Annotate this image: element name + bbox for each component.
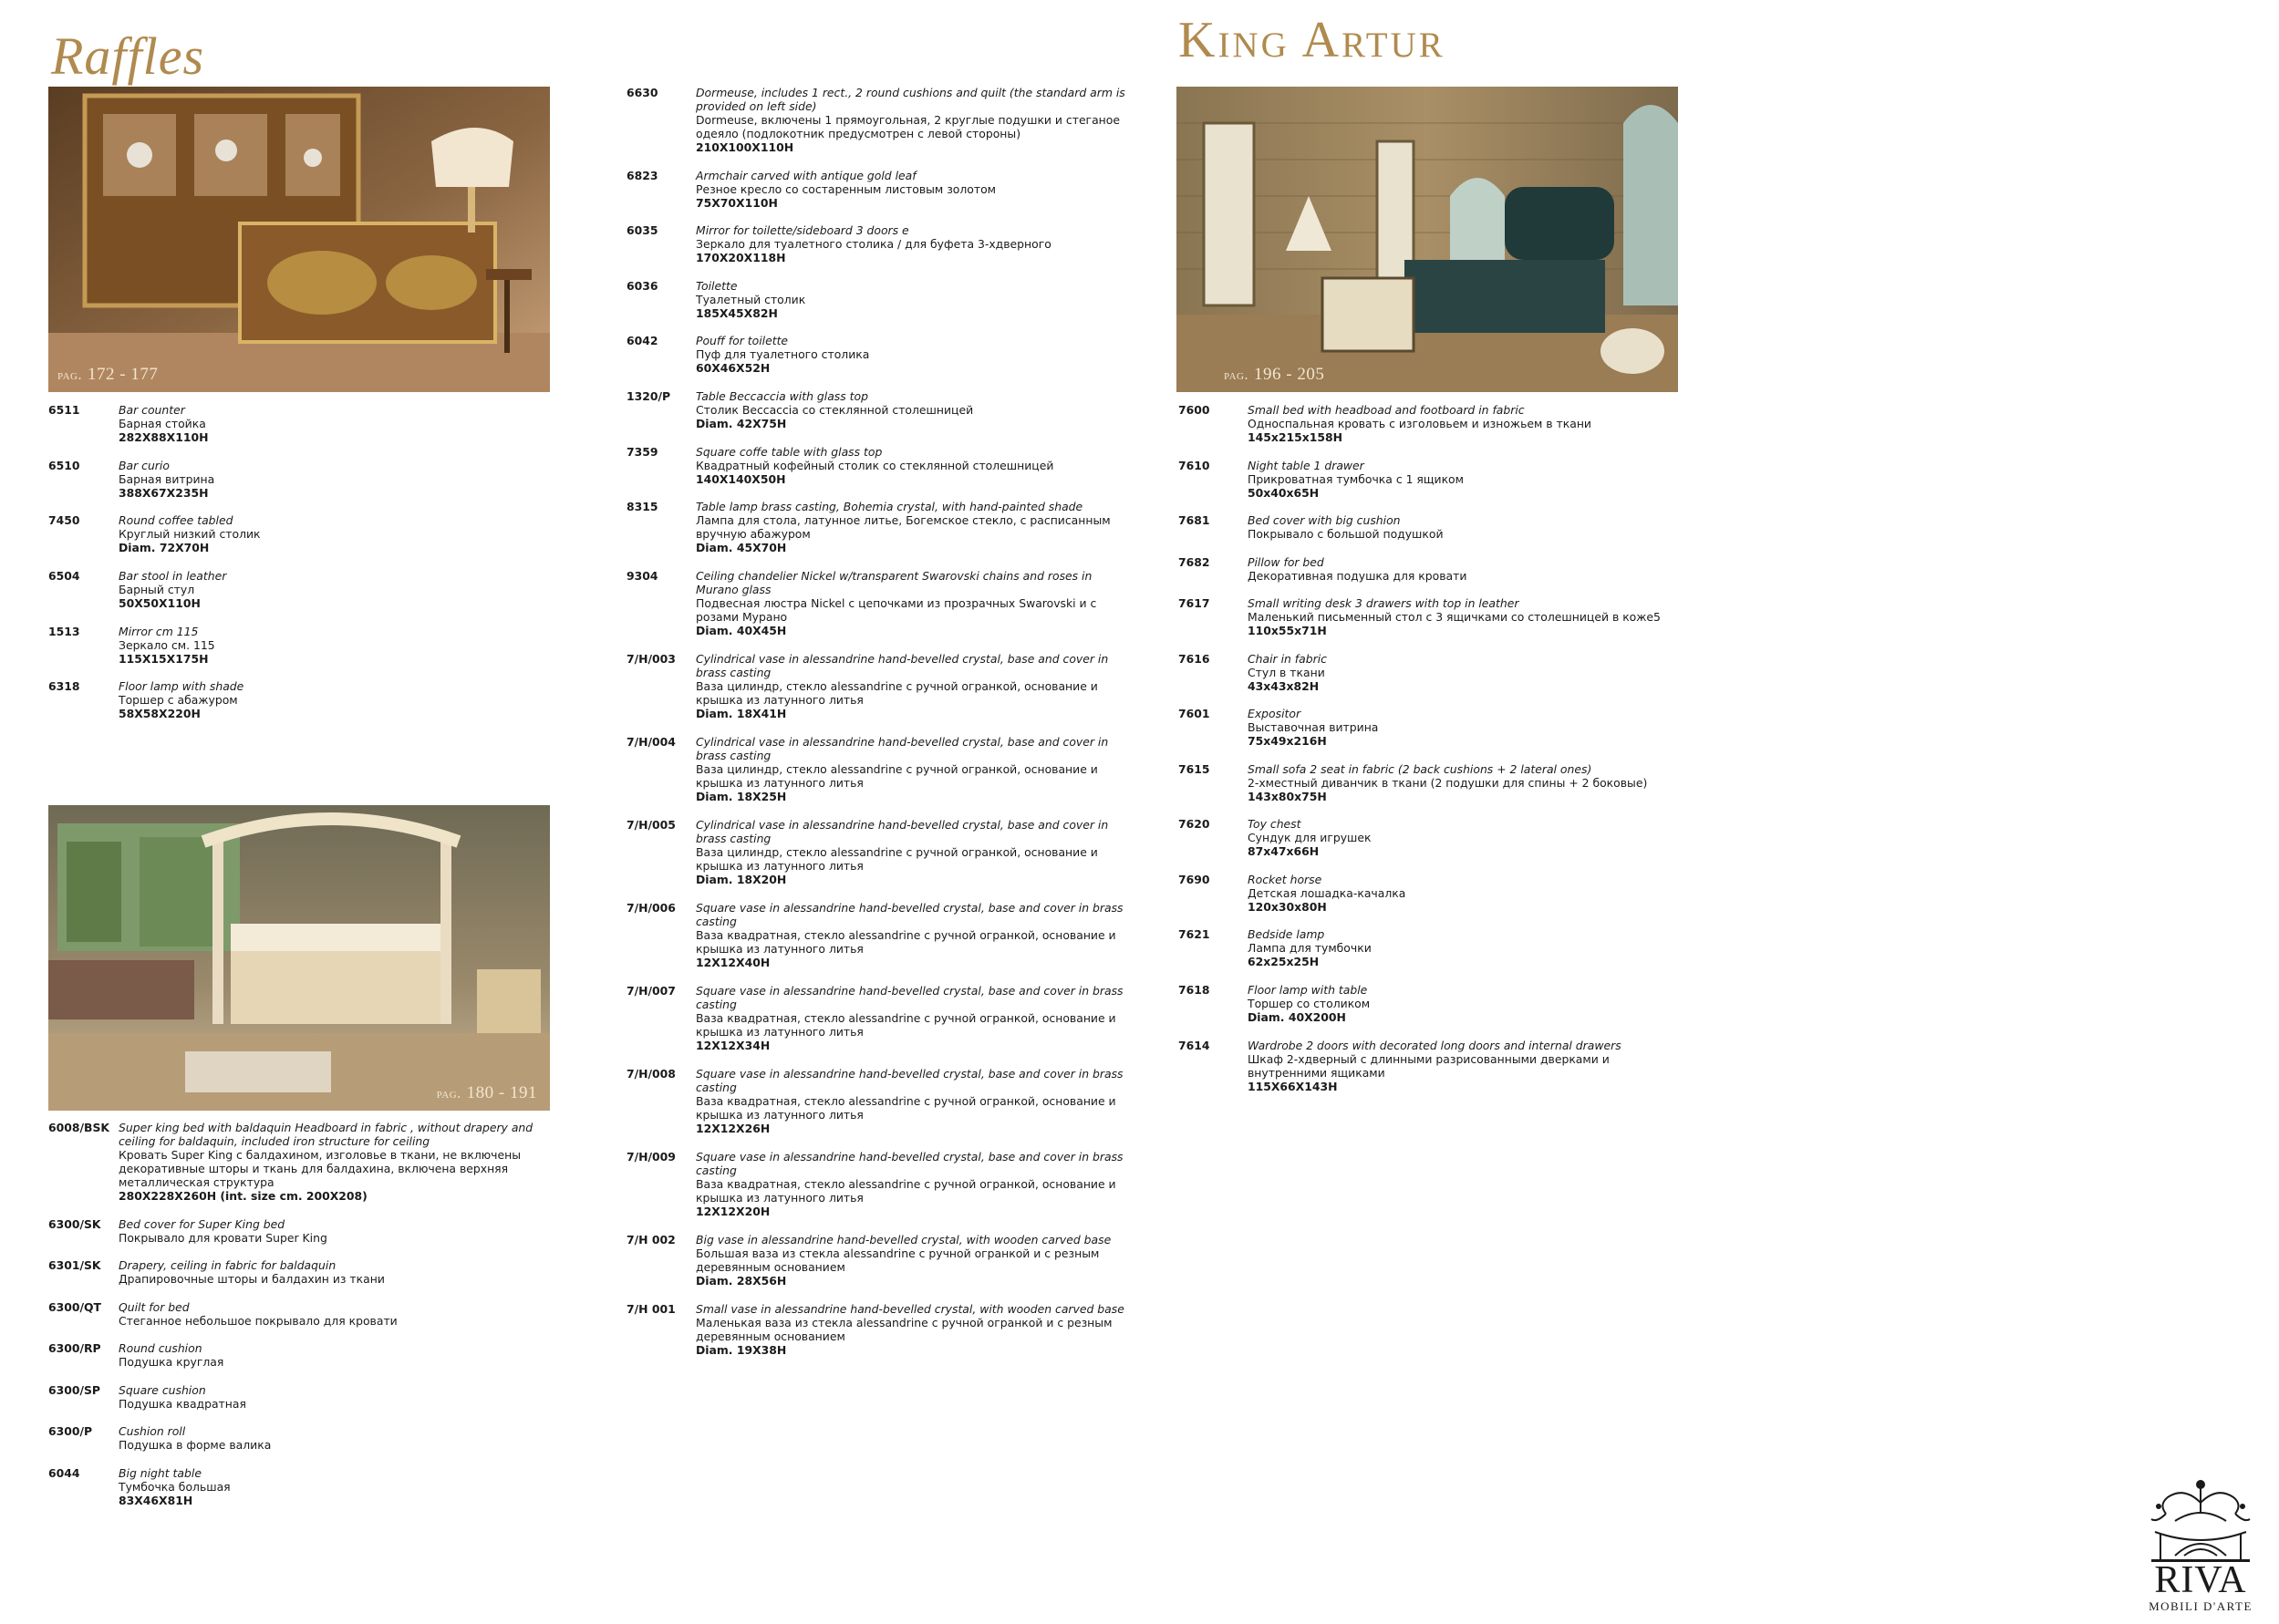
item-name-en: Mirror cm 115 bbox=[119, 625, 199, 638]
raffles-items-bottom bbox=[48, 1122, 559, 1523]
item-code: 6036 bbox=[627, 279, 658, 293]
item-name-en: Small writing desk 3 drawers with top in leather bbox=[1248, 596, 1519, 610]
item-name-en: Floor lamp with shade bbox=[119, 679, 244, 693]
item-code: 7615 bbox=[1178, 762, 1210, 776]
item-name-en: Bedside lamp bbox=[1248, 927, 1325, 941]
item-code: 7690 bbox=[1178, 873, 1210, 886]
item-name-en: Cylindrical vase in alessandrine hand-bevelled crystal, base and cover in brass casting bbox=[696, 652, 1109, 679]
item-name-en: Expositor bbox=[1248, 707, 1301, 720]
item-name-ru: Маленький письменный стол с 3 ящичками со столешницей в коже5 bbox=[1248, 609, 1661, 624]
item-name-ru: Подушка в форме валика bbox=[119, 1437, 272, 1452]
item-dimensions: 75x49x216H bbox=[1248, 733, 1327, 748]
item-code: 7/H/005 bbox=[627, 818, 676, 832]
item-name-en: Chair in fabric bbox=[1248, 652, 1327, 666]
item-dimensions: Diam. 19X38H bbox=[696, 1342, 787, 1357]
item-dimensions: 50X50X110H bbox=[119, 595, 201, 610]
item-dimensions: 60X46X52H bbox=[696, 360, 771, 375]
item-name-ru: Торшер со столиком bbox=[1248, 996, 1371, 1010]
item-name-ru: Односпальная кровать с изголовьем и изножьем в ткани bbox=[1248, 416, 1591, 430]
item-name-ru: Барный стул bbox=[119, 582, 195, 596]
item-dimensions: 87x47x66H bbox=[1248, 843, 1320, 858]
item-code: 7/H/006 bbox=[627, 901, 676, 915]
item-name-en: Bed cover with big cushion bbox=[1248, 513, 1401, 527]
item-name-ru: Зеркало см. 115 bbox=[119, 637, 215, 652]
item-name-en: Night table 1 drawer bbox=[1248, 459, 1364, 472]
item-name-ru: Ваза квадратная, стекло alessandrine с ручной огранкой, основание и крышка из латунного литья bbox=[696, 1176, 1116, 1205]
item-name-ru: Выставочная витрина bbox=[1248, 719, 1379, 734]
item-dimensions: 43x43x82H bbox=[1248, 678, 1320, 693]
item-dimensions: 83X46X81H bbox=[119, 1493, 193, 1507]
item-code: 7/H 002 bbox=[627, 1233, 676, 1246]
item-dimensions: 75X70X110H bbox=[696, 195, 778, 210]
item-name-en: Bar stool in leather bbox=[119, 569, 227, 583]
item-code: 6504 bbox=[48, 569, 80, 583]
item-name-en: Cushion roll bbox=[119, 1424, 186, 1438]
item-name-en: Floor lamp with table bbox=[1248, 983, 1368, 997]
item-dimensions: 388X67X235H bbox=[119, 485, 209, 500]
item-dimensions: 50x40x65H bbox=[1248, 485, 1320, 500]
item-dimensions: 120x30x80H bbox=[1248, 899, 1327, 914]
crest-icon bbox=[2148, 1477, 2253, 1567]
item-name-ru: Покрывало для кровати Super King bbox=[119, 1230, 327, 1245]
item-name-ru: Лампа для стола, латунное литье, Богемское стекло, с расписанным вручную абажуром bbox=[696, 512, 1111, 541]
item-dimensions: 12X12X34H bbox=[696, 1038, 771, 1052]
item-dimensions: 145x215x158H bbox=[1248, 429, 1342, 444]
item-code: 9304 bbox=[627, 569, 658, 583]
item-dimensions: 280X228X260H (int. size cm. 200X208) bbox=[119, 1188, 368, 1203]
section-title-king-artur: King Artur bbox=[1178, 12, 1445, 68]
item-code: 7/H/009 bbox=[627, 1150, 676, 1164]
item-code: 7614 bbox=[1178, 1039, 1210, 1052]
item-code: 7620 bbox=[1178, 817, 1210, 831]
page-reference: pag. 180 - 191 bbox=[436, 1083, 537, 1102]
item-code: 6300/SP bbox=[48, 1383, 101, 1397]
item-name-ru: Ваза квадратная, стекло alessandrine с ручной огранкой, основание и крышка из латунного литья bbox=[696, 927, 1116, 956]
item-name-en: Ceiling chandelier Nickel w/transparent Swarovski chains and roses in Murano glass bbox=[696, 569, 1093, 596]
item-code: 6044 bbox=[48, 1466, 80, 1480]
item-code: 7616 bbox=[1178, 652, 1210, 666]
item-name-ru: Квадратный кофейный столик со стеклянной столешницей bbox=[696, 458, 1054, 472]
item-code: 7617 bbox=[1178, 596, 1210, 610]
item-name-en: Square vase in alessandrine hand-bevelled crystal, base and cover in brass casting bbox=[696, 1150, 1124, 1177]
item-name-ru: Прикроватная тумбочка с 1 ящиком bbox=[1248, 471, 1464, 486]
item-name-ru: Стеганное небольшое покрывало для кровати bbox=[119, 1313, 398, 1328]
item-name-en: Mirror for toilette/sideboard 3 doors e bbox=[696, 223, 909, 237]
item-code: 7621 bbox=[1178, 927, 1210, 941]
item-name-en: Square cushion bbox=[119, 1383, 206, 1397]
item-name-ru: 2-хместный диванчик в ткани (2 подушки для спины + 2 боковые) bbox=[1248, 775, 1648, 790]
item-code: 7450 bbox=[48, 513, 80, 527]
item-name-ru: Столик Beccaccia со стеклянной столешницей bbox=[696, 402, 974, 417]
raffles-items-top bbox=[48, 404, 559, 732]
item-code: 7/H/004 bbox=[627, 735, 676, 749]
item-code: 1513 bbox=[48, 625, 80, 638]
item-name-ru: Маленькая ваза из стекла alessandrine с ручной огранкой и с резным деревянным основанием bbox=[696, 1315, 1113, 1343]
item-name-ru: Торшер с абажуром bbox=[119, 692, 238, 707]
item-name-en: Table lamp brass casting, Bohemia crystal, with hand-painted shade bbox=[696, 500, 1083, 513]
section-title-raffles: Raffles bbox=[51, 26, 205, 86]
item-name-ru: Большая ваза из стекла alessandrine с ручной огранкой и с резным деревянным основанием bbox=[696, 1246, 1100, 1274]
item-name-en: Small bed with headboad and footboard in fabric bbox=[1248, 403, 1525, 417]
item-code: 7681 bbox=[1178, 513, 1210, 527]
item-name-en: Big vase in alessandrine hand-bevelled crystal, with wooden carved base bbox=[696, 1233, 1112, 1246]
item-name-ru: Стул в ткани bbox=[1248, 665, 1325, 679]
item-code: 8315 bbox=[627, 500, 658, 513]
item-dimensions: Diam. 18X20H bbox=[696, 872, 787, 886]
item-name-ru: Декоративная подушка для кровати bbox=[1248, 568, 1467, 583]
item-name-ru: Лампа для тумбочки bbox=[1248, 940, 1372, 955]
item-dimensions: Diam. 28X56H bbox=[696, 1273, 787, 1288]
photo-raffles-bar bbox=[48, 87, 550, 392]
item-dimensions: 115X15X175H bbox=[119, 651, 209, 666]
item-name-ru: Драпировочные шторы и балдахин из ткани bbox=[119, 1271, 385, 1286]
item-code: 6300/P bbox=[48, 1424, 93, 1438]
item-code: 7/H/008 bbox=[627, 1067, 676, 1081]
item-name-ru: Подушка квадратная bbox=[119, 1396, 246, 1411]
item-code: 6042 bbox=[627, 334, 658, 347]
item-dimensions: Diam. 18X41H bbox=[696, 706, 787, 720]
item-name-ru: Барная стойка bbox=[119, 416, 206, 430]
item-code: 7601 bbox=[1178, 707, 1210, 720]
item-dimensions: 58X58X220H bbox=[119, 706, 201, 720]
item-name-en: Pouff for toilette bbox=[696, 334, 789, 347]
photo-raffles-bedroom bbox=[48, 805, 550, 1111]
item-name-ru: Покрывало с большой подушкой bbox=[1248, 526, 1444, 541]
item-name-en: Table Beccaccia with glass top bbox=[696, 389, 868, 403]
item-code: 6510 bbox=[48, 459, 80, 472]
item-code: 1320/P bbox=[627, 389, 671, 403]
item-name-ru: Кровать Super King с балдахином, изголовье в ткани, не включены декоративные шторы и ткань для балдахина, включена верхняя металлическая структура bbox=[119, 1147, 522, 1189]
page-reference: pag. 172 - 177 bbox=[57, 365, 159, 384]
middle-items bbox=[627, 87, 1133, 1381]
item-dimensions: 282X88X110H bbox=[119, 429, 209, 444]
item-name-ru: Шкаф 2-хдверный с длинными разрисованными дверками и внутренними ящиками bbox=[1248, 1051, 1610, 1080]
item-name-en: Pillow for bed bbox=[1248, 555, 1324, 569]
item-name-ru: Сундук для игрушек bbox=[1248, 830, 1372, 844]
item-code: 6300/RP bbox=[48, 1341, 101, 1355]
item-code: 7/H/007 bbox=[627, 984, 676, 998]
item-dimensions: 62x25x25H bbox=[1248, 954, 1320, 968]
item-code: 6008/BSK bbox=[48, 1121, 109, 1134]
item-code: 7618 bbox=[1178, 983, 1210, 997]
item-name-en: Armchair carved with antique gold leaf bbox=[696, 169, 917, 182]
item-code: 6300/SK bbox=[48, 1217, 101, 1231]
item-name-ru: Круглый низкий столик bbox=[119, 526, 261, 541]
item-name-en: Dormeuse, includes 1 rect., 2 round cushions and quilt (the standard arm is provided on left side) bbox=[696, 86, 1125, 113]
item-name-ru: Dormeuse, включены 1 прямоугольная, 2 круглые подушки и стеганое одеяло (подлокотник предусмотрен с левой стороны) bbox=[696, 112, 1120, 140]
item-dimensions: Diam. 18X25H bbox=[696, 789, 787, 803]
item-code: 7/H 001 bbox=[627, 1302, 676, 1316]
item-name-ru: Ваза квадратная, стекло alessandrine с ручной огранкой, основание и крышка из латунного литья bbox=[696, 1093, 1116, 1122]
item-dimensions: 210X100X110H bbox=[696, 140, 794, 154]
item-name-en: Small vase in alessandrine hand-bevelled crystal, with wooden carved base bbox=[696, 1302, 1124, 1316]
item-code: 7610 bbox=[1178, 459, 1210, 472]
item-name-en: Bed cover for Super King bed bbox=[119, 1217, 285, 1231]
item-name-ru: Резное кресло со состаренным листовым золотом bbox=[696, 181, 997, 196]
item-dimensions: 185X45X82H bbox=[696, 305, 778, 320]
item-code: 6301/SK bbox=[48, 1258, 101, 1272]
item-name-en: Quilt for bed bbox=[119, 1300, 190, 1314]
item-name-en: Square vase in alessandrine hand-bevelled crystal, base and cover in brass casting bbox=[696, 1067, 1124, 1094]
item-code: 6035 bbox=[627, 223, 658, 237]
item-name-en: Bar curio bbox=[119, 459, 170, 472]
item-name-ru: Туалетный столик bbox=[696, 292, 806, 306]
item-name-en: Cylindrical vase in alessandrine hand-bevelled crystal, base and cover in brass casting bbox=[696, 818, 1109, 845]
item-code: 6300/QT bbox=[48, 1300, 101, 1314]
item-code: 7359 bbox=[627, 445, 658, 459]
item-name-ru: Зеркало для туалетного столика / для буфета 3-хдверного bbox=[696, 236, 1051, 251]
item-name-ru: Детская лошадка-качалка bbox=[1248, 885, 1406, 900]
item-name-en: Wardrobe 2 doors with decorated long doors and internal drawers bbox=[1248, 1039, 1621, 1052]
item-name-en: Drapery, ceiling in fabric for baldaquin bbox=[119, 1258, 337, 1272]
item-name-ru: Ваза квадратная, стекло alessandrine с ручной огранкой, основание и крышка из латунного литья bbox=[696, 1010, 1116, 1039]
item-name-en: Square vase in alessandrine hand-bevelled crystal, base and cover in brass casting bbox=[696, 984, 1124, 1011]
item-code: 7600 bbox=[1178, 403, 1210, 417]
item-name-en: Round coffee tabled bbox=[119, 513, 233, 527]
item-name-en: Big night table bbox=[119, 1466, 202, 1480]
item-name-en: Rocket horse bbox=[1248, 873, 1322, 886]
item-dimensions: 12X12X20H bbox=[696, 1204, 771, 1218]
item-code: 6630 bbox=[627, 86, 658, 99]
item-dimensions: 143x80x75H bbox=[1248, 789, 1327, 803]
photo-king-artur bbox=[1176, 87, 1678, 392]
item-code: 7/H/003 bbox=[627, 652, 676, 666]
item-name-ru: Тумбочка большая bbox=[119, 1479, 231, 1494]
item-dimensions: 170X20X118H bbox=[696, 250, 786, 264]
item-name-ru: Ваза цилиндр, стекло alessandrine с ручной огранкой, основание и крышка из латунного литья bbox=[696, 844, 1098, 873]
riva-logo bbox=[2148, 1477, 2253, 1619]
item-name-ru: Ваза цилиндр, стекло alessandrine с ручной огранкой, основание и крышка из латунного литья bbox=[696, 678, 1098, 707]
item-dimensions: Diam. 40X200H bbox=[1248, 1009, 1346, 1024]
item-dimensions: 115X66X143H bbox=[1248, 1079, 1338, 1093]
item-name-en: Square vase in alessandrine hand-bevelled crystal, base and cover in brass casting bbox=[696, 901, 1124, 928]
item-code: 6823 bbox=[627, 169, 658, 182]
item-dimensions: 140X140X50H bbox=[696, 471, 786, 486]
item-name-en: Toy chest bbox=[1248, 817, 1301, 831]
item-name-ru: Пуф для туалетного столика bbox=[696, 347, 870, 361]
item-dimensions: Diam. 42X75H bbox=[696, 416, 787, 430]
logo-name: RIVA bbox=[2154, 1559, 2247, 1601]
item-code: 6511 bbox=[48, 403, 80, 417]
item-name-en: Cylindrical vase in alessandrine hand-bevelled crystal, base and cover in brass casting bbox=[696, 735, 1109, 762]
item-name-ru: Барная витрина bbox=[119, 471, 215, 486]
item-name-en: Bar counter bbox=[119, 403, 185, 417]
logo-subtitle: MOBILI D'ARTE bbox=[2149, 1599, 2253, 1613]
item-dimensions: Diam. 72X70H bbox=[119, 540, 210, 554]
item-name-en: Square coffe table with glass top bbox=[696, 445, 883, 459]
king-artur-items bbox=[1178, 404, 1671, 1115]
item-dimensions: Diam. 40X45H bbox=[696, 623, 787, 637]
item-dimensions: 12X12X40H bbox=[696, 955, 771, 969]
item-name-ru: Подушка круглая bbox=[119, 1354, 224, 1369]
item-name-ru: Подвесная люстра Nickel с цепочками из прозрачных Swarovski и с розами Мурано bbox=[696, 595, 1097, 624]
item-name-en: Toilette bbox=[696, 279, 738, 293]
item-dimensions: 110x55x71H bbox=[1248, 623, 1327, 637]
item-dimensions: Diam. 45X70H bbox=[696, 540, 787, 554]
item-code: 7682 bbox=[1178, 555, 1210, 569]
item-name-en: Super king bed with baldaquin Headboard in fabric , without drapery and ceiling for baldaquin, included iron structure for ceiling bbox=[119, 1121, 533, 1148]
item-code: 6318 bbox=[48, 679, 80, 693]
page-reference: pag. 196 - 205 bbox=[1224, 365, 1325, 384]
item-name-en: Round cushion bbox=[119, 1341, 202, 1355]
item-name-ru: Ваза цилиндр, стекло alessandrine с ручной огранкой, основание и крышка из латунного литья bbox=[696, 761, 1098, 790]
item-dimensions: 12X12X26H bbox=[696, 1121, 771, 1135]
item-name-en: Small sofa 2 seat in fabric (2 back cushions + 2 lateral ones) bbox=[1248, 762, 1592, 776]
